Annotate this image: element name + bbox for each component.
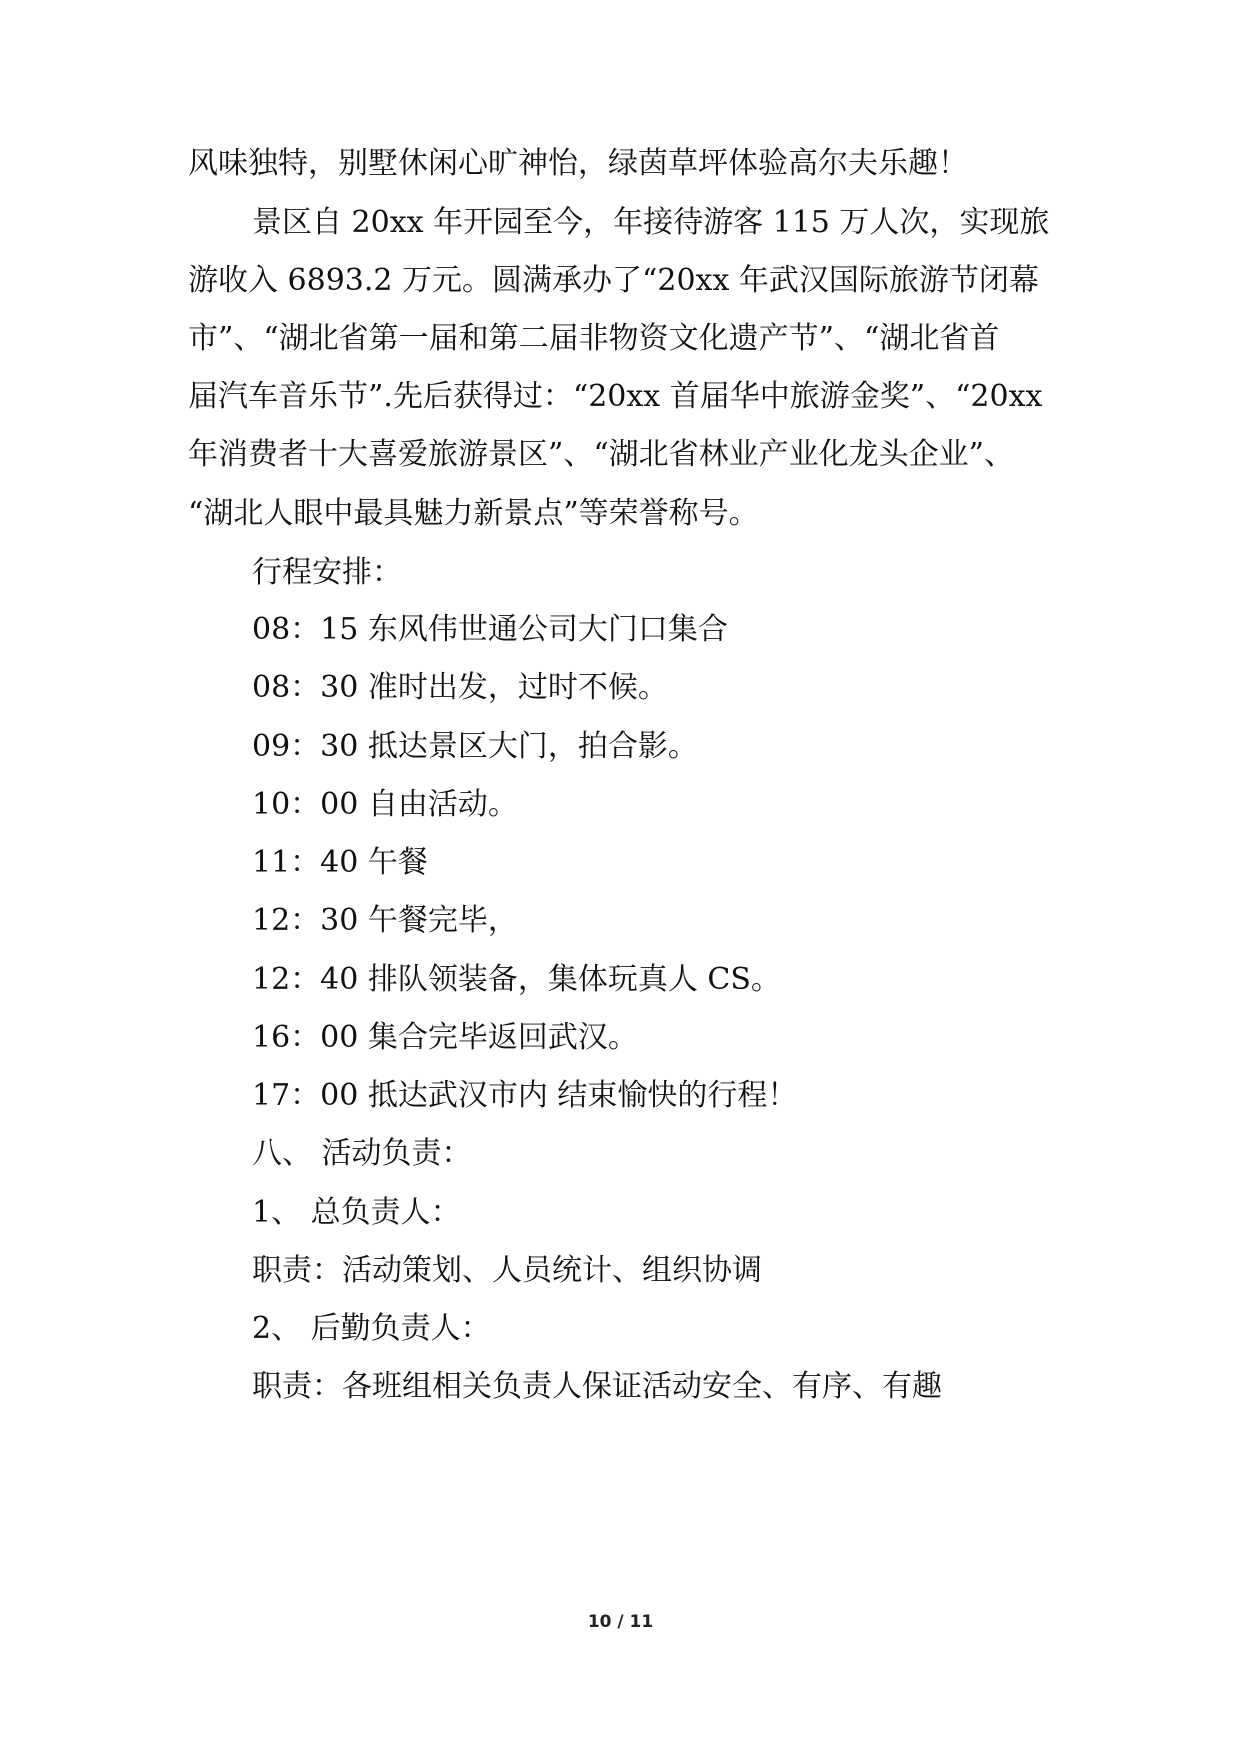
duty-line: 职责：活动策划、人员统计、组织协调	[252, 1253, 762, 1288]
paragraph-line: 景区自 20xx 年开园至今，年接待游客 115 万人次，实现旅	[252, 205, 1050, 240]
paragraph-line: 年消费者十大喜爱旅游景区”、“湖北省林业产业化龙头企业”、	[188, 437, 1015, 472]
paragraph-line: 风味独特，别墅休闲心旷神怡，绿茵草坪体验高尔夫乐趣！	[188, 146, 968, 181]
schedule-item: 17：00 抵达武汉市内 结束愉快的行程！	[252, 1078, 798, 1113]
schedule-item: 12：30 午餐完毕，	[252, 903, 518, 938]
paragraph-line: 届汽车音乐节”.先后获得过：“20xx 首届华中旅游金奖”、“20xx	[188, 379, 1043, 414]
section-heading: 八、 活动负责：	[252, 1136, 472, 1171]
list-item: 1、 总负责人：	[252, 1195, 461, 1230]
schedule-item: 09：30 抵达景区大门，拍合影。	[252, 729, 698, 764]
paragraph-line: 市”、“湖北省第一届和第二届非物资文化遗产节”、“湖北省首	[188, 321, 1000, 356]
schedule-item: 10：00 自由活动。	[252, 787, 518, 822]
schedule-item: 08：30 准时出发，过时不候。	[252, 670, 668, 705]
schedule-item: 11：40 午餐	[252, 845, 428, 880]
schedule-item: 16：00 集合完毕返回武汉。	[252, 1020, 638, 1055]
schedule-item: 08：15 东风伟世通公司大门口集合	[252, 612, 728, 647]
duty-line: 职责：各班组相关负责人保证活动安全、有序、有趣	[252, 1369, 942, 1404]
list-item: 2、 后勤负责人：	[252, 1311, 491, 1346]
paragraph-line: “湖北人眼中最具魅力新景点”等荣誉称号。	[188, 496, 759, 531]
schedule-item: 12：40 排队领装备，集体玩真人 CS。	[252, 962, 781, 997]
schedule-heading: 行程安排：	[252, 555, 402, 590]
page-number: 10 / 11	[587, 1612, 654, 1632]
paragraph-line: 游收入 6893.2 万元。圆满承办了“20xx 年武汉国际旅游节闭幕	[188, 263, 1039, 298]
